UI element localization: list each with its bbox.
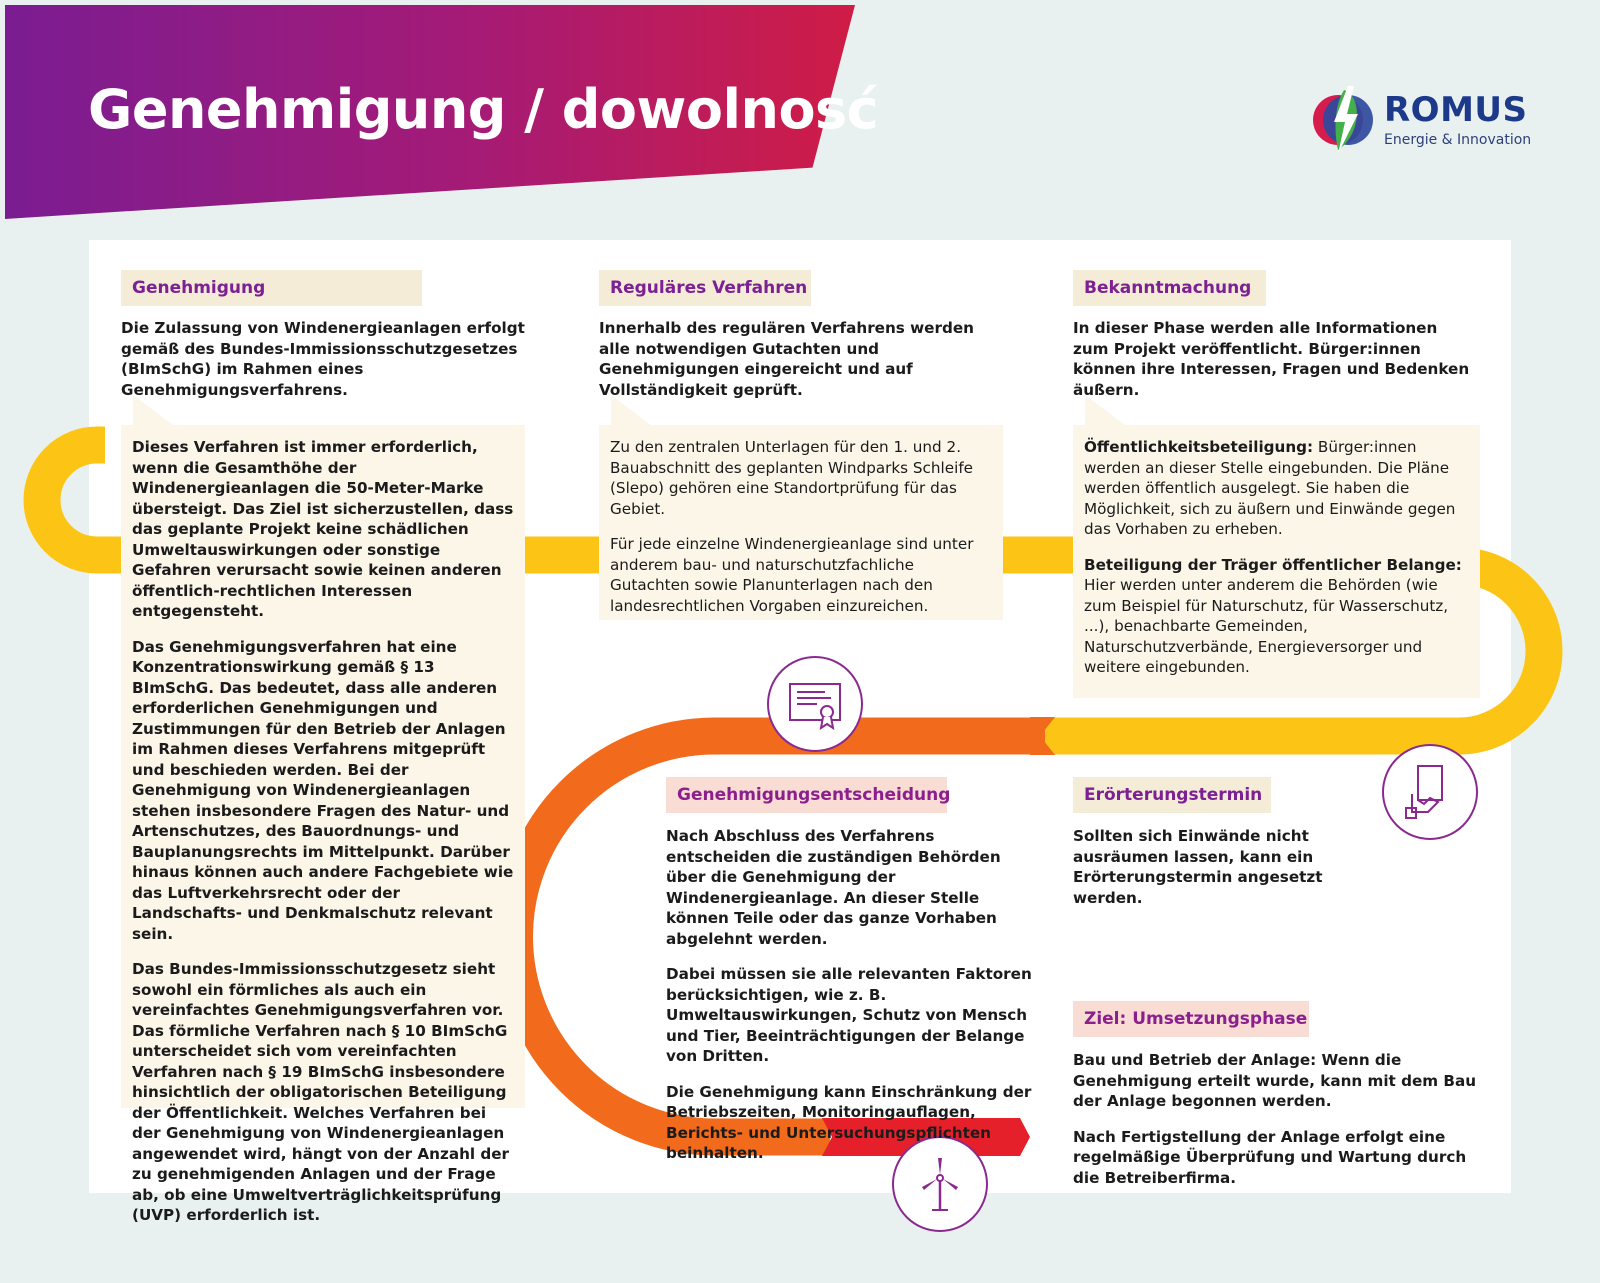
brand-tagline: Energie & Innovation: [1384, 132, 1532, 148]
info-box-bekanntmachung: [1073, 425, 1480, 698]
info-box-regulaeres-verfahren: [599, 425, 1003, 620]
text: Bürger:innen werden an dieser Stelle eingebunden. Die Pläne werden öffentlich ausgelegt. Sie haben die Möglichkeit, sich zu äußern und Einwände gegen das Vorhaben zu erheben.: [1084, 438, 1456, 538]
heading-genehmigungsentscheidung: Genehmigungsentscheidung: [666, 777, 947, 813]
speech-notch: [611, 395, 651, 425]
paragraph: [1084, 555, 1469, 678]
paragraph: [1084, 437, 1469, 540]
text: Hier werden unter anderem die Behörden (wie zum Beispiel für Naturschutz, für Wasserschutz, ...), benachbarte Gemeinden, Naturschutzverbände, Energieversorger und weitere eingebunden.: [1084, 576, 1449, 676]
brand-name: ROMUS: [1384, 90, 1528, 130]
intro-genehmigung: Die Zulassung von Windenergieanlagen erfolgt gemäß des Bundes-Immissionsschutzgesetzes (BImSchG) im Rahmen eines Genehmigungsverfahrens.: [121, 319, 525, 399]
paragraph: Dabei müssen sie alle relevanten Faktoren berücksichtigen, wie z. B. Umweltauswirkungen, Schutz von Mensch und Tier, Beeinträchtigungen der Belange von Dritten.: [666, 965, 1032, 1065]
paragraph: Das Genehmigungsverfahren hat eine Konzentrationswirkung gemäß § 13 BImSchG. Das bedeutet, dass alle anderen erforderlichen Genehmigungen und Zustimmungen für den Betrieb der Anlagen im Rahmen dieses Verfahrens mitgeprüft und beschieden werden. Bei der Genehmigung von Windenergieanlagen stehen insbesondere Fragen des Natur- und Artenschutzes, des Bauordnungs- und Bauplanungsrechts im Mittelpunkt. Darüber hinaus können auch andere Fachgebiete wie das Luftverkehrsrecht oder der Landschafts- und Denkmalschutz relevant sein.: [132, 637, 514, 943]
text-ziel-umsetzungsphase: [1073, 1050, 1488, 1203]
text-eroerterungstermin: Sollten sich Einwände nicht ausräumen lassen, kann ein Erörterungstermin angesetzt werden.: [1073, 827, 1323, 907]
paragraph: Bau und Betrieb der Anlage: Wenn die Genehmigung erteilt wurde, kann mit dem Bau der Anlage begonnen werden.: [1073, 1051, 1477, 1110]
text-genehmigungsentscheidung: [666, 826, 1041, 1179]
heading-ziel-umsetzungsphase: Ziel: Umsetzungsphase: [1073, 1001, 1309, 1037]
heading-genehmigung: Genehmigung: [121, 270, 422, 306]
intro-regulaeres-verfahren: Innerhalb des regulären Verfahrens werden alle notwendigen Gutachten und Genehmigungen eingereicht und auf Vollständigkeit geprüft.: [599, 319, 974, 399]
paragraph: Dieses Verfahren ist immer erforderlich, wenn die Gesamthöhe der Windenergieanlagen die 50-Meter-Marke übersteigt. Das Ziel ist sicherzustellen, dass das geplante Projekt keine schädlichen Umweltauswirkungen oder sonstige Gefahren verursacht sowie keinen anderen öffentlich-rechtlichen Interessen entgegensteht.: [132, 438, 514, 620]
paragraph: Das Bundes-Immissionsschutzgesetz sieht sowohl ein förmliches als auch ein vereinfachtes Genehmigungsverfahren vor. Das förmliche Verfahren nach § 10 BImSchG unterscheidet sich vom vereinfachten Verfahren nach § 19 BImSchG insbesondere hinsichtlich der obligatorischen Beteiligung der Öffentlichkeit. Welches Verfahren bei der Genehmigung von Windenergieanlagen angewendet wird, hängt von der Anzahl der zu genehmigenden Anlagen und der Frage ab, ob eine Umweltverträglichkeitsprüfung (UVP) erforderlich ist.: [132, 960, 510, 1224]
heading-bekanntmachung: Bekanntmachung: [1073, 270, 1266, 306]
paragraph: Nach Fertigstellung der Anlage erfolgt eine regelmäßige Überprüfung und Wartung durch die Betreiberfirma.: [1073, 1127, 1467, 1187]
info-box-genehmigung: [121, 425, 525, 1224]
speech-notch: [133, 395, 173, 425]
heading-regulaeres-verfahren: Reguläres Verfahren: [599, 270, 811, 306]
paragraph: Die Genehmigung kann Einschränkung der Betriebszeiten, Monitoringauflagen, Berichts- und Untersuchungspflichten beinhalten.: [666, 1082, 1032, 1162]
label: Öffentlichkeitsbeteiligung:: [1084, 438, 1314, 456]
paragraph: Nach Abschluss des Verfahrens entscheiden die zuständigen Behörden über die Genehmigung der Windenergieanlage. An dieser Stelle können Teile oder das ganze Vorhaben abgelehnt werden.: [666, 827, 1001, 948]
paragraph: Zu den zentralen Unterlagen für den 1. und 2. Bauabschnitt des geplanten Windparks Schleife (Slepo) gehören eine Standortprüfung für das Gebiet.: [610, 438, 974, 518]
paragraph: Für jede einzelne Windenergieanlage sind unter anderem bau- und naturschutzfachliche Gutachten sowie Planunterlagen nach den landesrechtlichen Vorgaben einzureichen.: [610, 535, 974, 615]
heading-eroerterungstermin: Erörterungstermin: [1073, 777, 1271, 813]
speech-notch: [1085, 395, 1125, 425]
page-title: Genehmigung / dowolnosć: [88, 78, 879, 141]
label: Beteiligung der Träger öffentlicher Belange:: [1084, 555, 1462, 574]
certificate-icon: [767, 656, 863, 752]
document-hand-icon: [1382, 744, 1478, 840]
intro-bekanntmachung: In dieser Phase werden alle Informationen zum Projekt veröffentlicht. Bürger:innen können ihre Interessen, Fragen und Bedenken äußern.: [1073, 319, 1470, 399]
